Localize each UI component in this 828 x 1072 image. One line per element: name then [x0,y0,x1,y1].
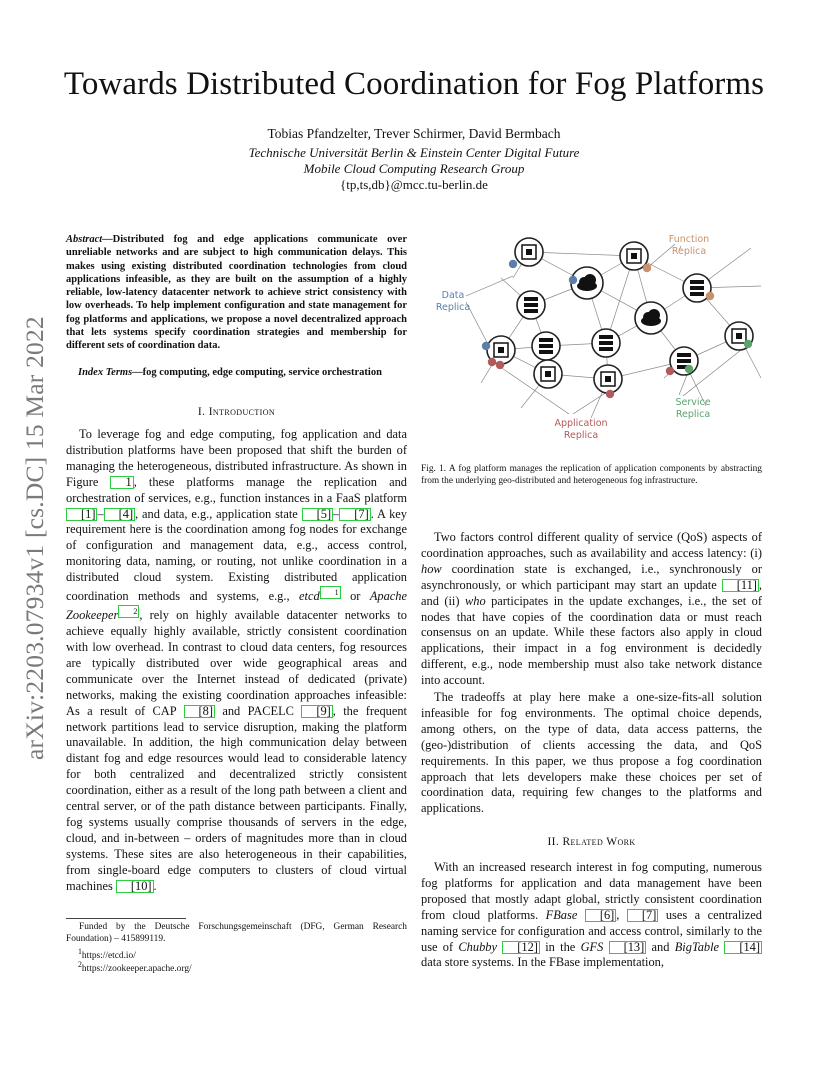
node-server-icon [532,332,560,360]
node-chip-icon [534,360,562,388]
label-service-replica-1: Service [675,397,711,408]
right-paragraph-tradeoffs: The tradeoffs at play here make a one-size-fits-all solution infeasible for fog environments. The optimal choice depends, among others, on the type of data, data access patterns, the (geo-)distribution of clients accessing the data, and QoS requirements. In this paper, we thus propose a fog coordination approach that lets developers make these choices per set of coordination data, requiring few changes to the platforms and applications. [421,690,762,816]
application-replica-dot [666,367,674,375]
author-email: {tp,ts,db}@mcc.tu-berlin.de [340,177,488,192]
node-server-icon [670,347,698,375]
node-server-icon [517,291,545,319]
right-paragraph-qos: Two factors control different quality of service (QoS) aspects of coordination approaches, such as availability and access latency: (i) how coordination state is exchanged, i.e., synchronously or asynchronously, or which participant may start an update [11] , and (ii) who participates in the update exchanges, i.e., the set of nodes that have copies of the coordination data or must reach consensus on an update. While these factors also apply in cloud applications, their impact in a fog environment is decidedly different, e.g., node membership must also take network distance into account. [421,530,762,688]
citation-link[interactable]: [1] [66,508,97,521]
footnote-rule [66,918,186,919]
right-paragraph-related-work: With an increased research interest in fog computing, numerous fog platforms for application and data management have been proposed that mostly adapt global, strictly consistent coordination from cloud platforms. FBase [6] , [7] uses a centralized naming service for configuration and access control, similarly to the use of Chubby [12] in the GFS [13] and BigTable [14] data store systems. In the FBase implementation, [421,860,762,970]
label-data-replica-2: Replica [435,302,471,313]
application-replica-dot [488,358,496,366]
citation-link[interactable]: [12] [502,941,540,954]
citation-link[interactable]: [5] [302,508,333,521]
citation-link[interactable]: [9] [301,705,332,718]
application-replica-dot [496,361,504,369]
paper-title: Towards Distributed Coordination for Fog Platforms [63,66,765,102]
node-chip-icon [594,365,622,393]
function-replica-dot [643,264,651,272]
citation-link[interactable]: [11] [722,579,759,592]
affiliation-group: Mobile Cloud Computing Research Group [303,161,525,176]
abstract-label: Abstract [66,234,103,245]
data-replica-dot [569,276,577,284]
section-heading-related-work: II. Related Work [547,836,636,848]
footnote-1: $^1$https://etcd.io/ [78,947,136,962]
node-server-icon [592,329,620,357]
label-function-replica-1: Function [668,234,710,245]
citation-link[interactable]: [4] [104,508,135,521]
network-links [481,248,761,418]
section-title: Introduction [208,406,276,418]
authors: Tobias Pfandzelter, Trever Schirmer, David Bermbach [267,126,561,141]
citation-link[interactable]: [13] [609,941,647,954]
node-cloud-icon [635,302,667,334]
abstract: Abstract—Distributed fog and edge applications communicate over unreliable networks and are subject to high communication delays. This makes using existing distributed coordination technologies from cloud applications infeasible, as they are built on the assumption of a highly reliable, low-latency datacenter network to achieve strict consistency with low overheads. To help implement configuration and state management for fog platforms and applications, we propose a novel decentralized approach that lets systems specify coordination strategies and membership for different sets of coordination data. [66,234,407,352]
section-title: Related Work [562,836,636,848]
label-data-replica-1: Data [441,290,465,301]
figure-caption: Fig. 1. A fog platform manages the replication of application components by abstracting from the underlying geo-distributed and heterogeneous fog infrastructure. [421,464,762,486]
etcd-name: etcd [299,589,320,604]
intro-paragraph: To leverage fog and edge computing, fog application and data distribution platforms have been proposed that shift the burden of managing the heterogeneous, distributed infrastructure. As shown in Figure 1 , these platforms manage the replication and orchestration of services, e.g., function instances in a FaaS platform [1] – [4] , and data, e.g., application state [5] – [7] . A key requirement here is the coordination among fog nodes for exchange of configuration and management data, e.g., access control, monitoring data, naming, or routing, not unlike coordination in a distributed cloud system. Existing distributed application coordination methods and systems, e.g., etcd $^1$ or Apache Zookeeper $^2$ , rely on highly available datacenter networks to achieve equally highly available, strictly consistent coordination with low overhead. In contrast to cloud data centers, fog resources are typically distributed over wide geographical areas and communicate over the Internet instead of dedicated (private) networks, making the existing coordination approaches infeasible: As a result of CAP [8] and PACELC [9] , the frequent network partitions lead to service disruption, making the platform unavailable. In addition, the high communication delay between distant fog and edge resources would lead to considerable latency for both centralized and decentralized strictly consistent coordination, either as a result of the long path between a client and central server, or of the path distance between participants. Finally, fog systems usually comprise thousands of servers in the edge, cloud, and in-between – orders of magnitudes more than in cloud systems. These sites are also heterogeneous in their capabilities, from single-board edge computers to clusters of cloud virtual machines [10] . [66,427,408,893]
service-replica-dot [685,365,693,373]
index-terms-text: fog computing, edge computing, service orchestration [142,367,382,378]
arxiv-side-banner: arXiv:2203.07934v1 [cs.DC] 15 Mar 2022 [20,316,49,760]
citation-link[interactable]: [7] [339,508,370,521]
affiliation-university: Technische Universität Berlin & Einstein Center Digital Future [248,145,580,160]
figure-fog-platform-diagram [421,228,766,446]
footnote-link[interactable]: 2 [118,605,139,618]
label-application-replica-2: Replica [563,430,599,441]
citation-link[interactable]: [7] [627,909,658,922]
function-replica-dot [706,292,714,300]
footnote-2-url[interactable]: https://zookeeper.apache.org/ [81,964,192,975]
data-replica-dot [482,342,490,350]
footnote-link[interactable]: 1 [320,586,341,599]
data-replica-dot [509,260,517,268]
label-application-replica-1: Application [554,418,608,429]
citation-link[interactable]: [10] [116,880,154,893]
footnote-2: $^2$https://zookeeper.apache.org/ [78,960,192,975]
index-terms: Index Terms—fog computing, edge computing, service orchestration [78,367,382,378]
footnote-1-url[interactable]: https://etcd.io/ [81,951,136,962]
citation-link[interactable]: [8] [184,705,215,718]
figure-ref-link[interactable]: 1 [110,476,133,489]
service-replica-dot [744,340,752,348]
citation-link[interactable]: [6] [585,909,616,922]
section-heading-introduction: I. Introduction [197,406,276,418]
application-replica-dot [606,390,614,398]
citation-link[interactable]: [14] [724,941,762,954]
abstract-text: Distributed fog and edge applications communicate over unreliable networks and are subject to high communication delays. This makes using existing distributed coordination technologies from cloud applications infeasible, as they are built on the assumption of a highly reliable, low-latency datacenter network to achieve strict consistency with low overheads. To help implement configuration and state management for fog platforms and applications, we propose a novel decentralized approach that lets systems specify coordination strategies and membership for different sets of coordination data. [66,234,407,352]
label-service-replica-2: Replica [675,409,711,420]
index-terms-label: Index Terms [78,367,133,378]
label-function-replica-2: Replica [671,246,707,257]
footnote-funding: Funded by the Deutsche Forschungsgemeinschaft (DFG, German Research Foundation) – 415899119. [66,922,407,944]
zookeeper-name: Apache Zookeeper [66,589,407,623]
node-chip-icon [515,238,543,266]
